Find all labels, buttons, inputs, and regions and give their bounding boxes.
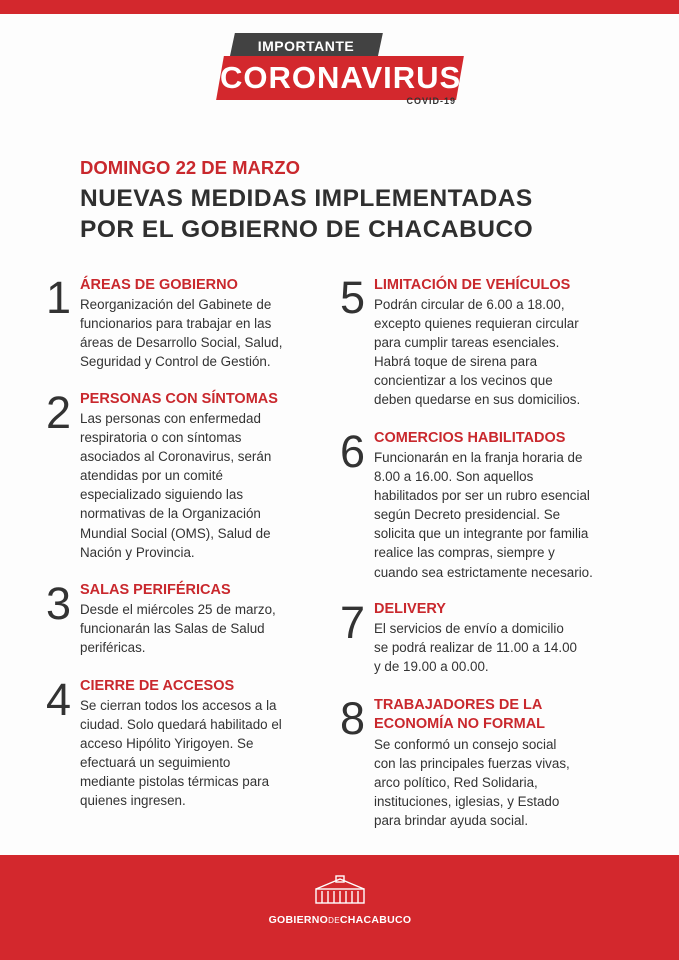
item-body	[80, 696, 282, 811]
body-line: concientizar a los vecinos que	[374, 373, 553, 389]
coronavirus-label: CORONAVIRUS	[220, 60, 462, 95]
footer-logo	[254, 875, 426, 926]
top-red-bar	[0, 0, 679, 14]
covid-subtitle: COVID-19	[406, 96, 456, 106]
body-line: para cumplir tareas esenciales.	[374, 335, 560, 351]
title-line-2: POR EL GOBIERNO DE CHACABUCO	[80, 216, 534, 243]
body-line: y de 19.00 a 00.00.	[374, 659, 489, 675]
item-title: ÁREAS DE GOBIERNO	[80, 277, 238, 293]
body-line: Habrá toque de sirena para	[374, 354, 538, 370]
body-line: especializado siguiendo las	[80, 487, 244, 503]
important-label: IMPORTANTE	[257, 38, 355, 54]
body-line: asociados al Coronavirus, serán	[80, 449, 272, 465]
body-line: Se cierran todos los accesos a la	[80, 698, 277, 713]
logo-word-2: DE	[328, 916, 340, 925]
body-line: realice las compras, siempre y	[374, 545, 555, 561]
title-line-1: NUEVAS MEDIDAS IMPLEMENTADAS	[80, 185, 533, 212]
body-line: habilitados por ser un rubro esencial	[374, 488, 590, 504]
body-line: periféricas.	[80, 640, 146, 656]
item-number: 7	[340, 597, 366, 648]
date-heading: DOMINGO 22 DE MARZO	[80, 157, 300, 178]
body-line: con las principales fuerzas vivas,	[374, 756, 570, 772]
body-line: arco político, Red Solidaria,	[374, 775, 538, 791]
item-title	[374, 696, 545, 734]
body-line: Se conformó un consejo social	[374, 737, 557, 752]
item-title: COMERCIOS HABILITADOS	[374, 430, 566, 446]
body-line: El servicios de envío a domicilio	[374, 621, 564, 636]
item-body	[374, 448, 593, 582]
item-number: 4	[46, 674, 72, 725]
body-line: mediante pistolas térmicas para	[80, 774, 270, 790]
body-line: respiratoria o con síntomas	[80, 430, 242, 446]
item-title: LIMITACIÓN DE VEHÍCULOS	[374, 277, 571, 293]
item-number: 8	[340, 693, 366, 744]
body-line: solicita que un integrante por familia	[374, 526, 589, 542]
body-line: se podrá realizar de 11.00 a 14.00	[374, 640, 577, 656]
item-number: 2	[46, 387, 72, 438]
body-line: quienes ingresen.	[80, 793, 186, 809]
item-number: 6	[340, 426, 366, 477]
item-title: PERSONAS CON SÍNTOMAS	[80, 391, 278, 407]
body-line: funcionarán las Salas de Salud	[80, 621, 265, 637]
item-title: CIERRE DE ACCESOS	[80, 678, 235, 694]
body-line: Mundial Social (OMS), Salud de	[80, 525, 271, 541]
item-body	[374, 619, 577, 676]
body-line: Reorganización del Gabinete de	[80, 297, 272, 312]
body-line: Funcionarán en la franja horaria de	[374, 450, 583, 465]
body-line: efectuará un seguimiento	[80, 755, 231, 771]
body-line: funcionarios para trabajar en las	[80, 316, 272, 332]
coronavirus-badge	[216, 56, 464, 100]
body-line: atendidas por un comité	[80, 468, 223, 484]
logo-wordmark	[254, 914, 426, 926]
body-line: Desde el miércoles 25 de marzo,	[80, 602, 276, 617]
body-line: según Decreto presidencial. Se	[374, 507, 561, 523]
body-line: áreas de Desarrollo Social, Salud,	[80, 335, 283, 351]
body-line: Las personas con enfermedad	[80, 411, 261, 426]
logo-word-1: GOBIERNO	[268, 914, 329, 926]
body-line: Nación y Provincia.	[80, 544, 195, 560]
item-number: 5	[340, 272, 366, 323]
item-number: 1	[46, 272, 72, 323]
body-line: 8.00 a 16.00. Son aquellos	[374, 469, 534, 485]
body-line: cuando sea estrictamente necesario.	[374, 564, 593, 580]
title-line: TRABAJADORES DE LA	[374, 697, 543, 713]
body-line: instituciones, iglesias, y Estado	[374, 794, 560, 810]
page-title	[80, 183, 640, 245]
body-line: Seguridad y Control de Gestión.	[80, 354, 271, 370]
item-body	[80, 409, 271, 562]
item-number: 3	[46, 578, 72, 629]
body-line: normativas de la Organización	[80, 506, 261, 522]
item-body	[374, 735, 570, 830]
body-line: ciudad. Solo quedará habilitado el	[80, 717, 282, 733]
body-line: excepto quienes requieran circular	[374, 316, 579, 332]
title-line: ECONOMÍA NO FORMAL	[374, 716, 546, 732]
item-body	[80, 295, 282, 371]
item-body	[374, 295, 580, 410]
body-line: Podrán circular de 6.00 a 18.00,	[374, 297, 565, 312]
item-title: SALAS PERIFÉRICAS	[80, 582, 231, 598]
item-title: DELIVERY	[374, 601, 446, 617]
body-line: deben quedarse en sus domicilios.	[374, 392, 581, 408]
body-line: acceso Hipólito Yirigoyen. Se	[80, 736, 254, 752]
item-body	[80, 600, 276, 657]
body-line: para brindar ayuda social.	[374, 813, 529, 829]
logo-word-3: CHACABUCO	[339, 914, 412, 926]
municipal-building-icon	[314, 875, 366, 905]
